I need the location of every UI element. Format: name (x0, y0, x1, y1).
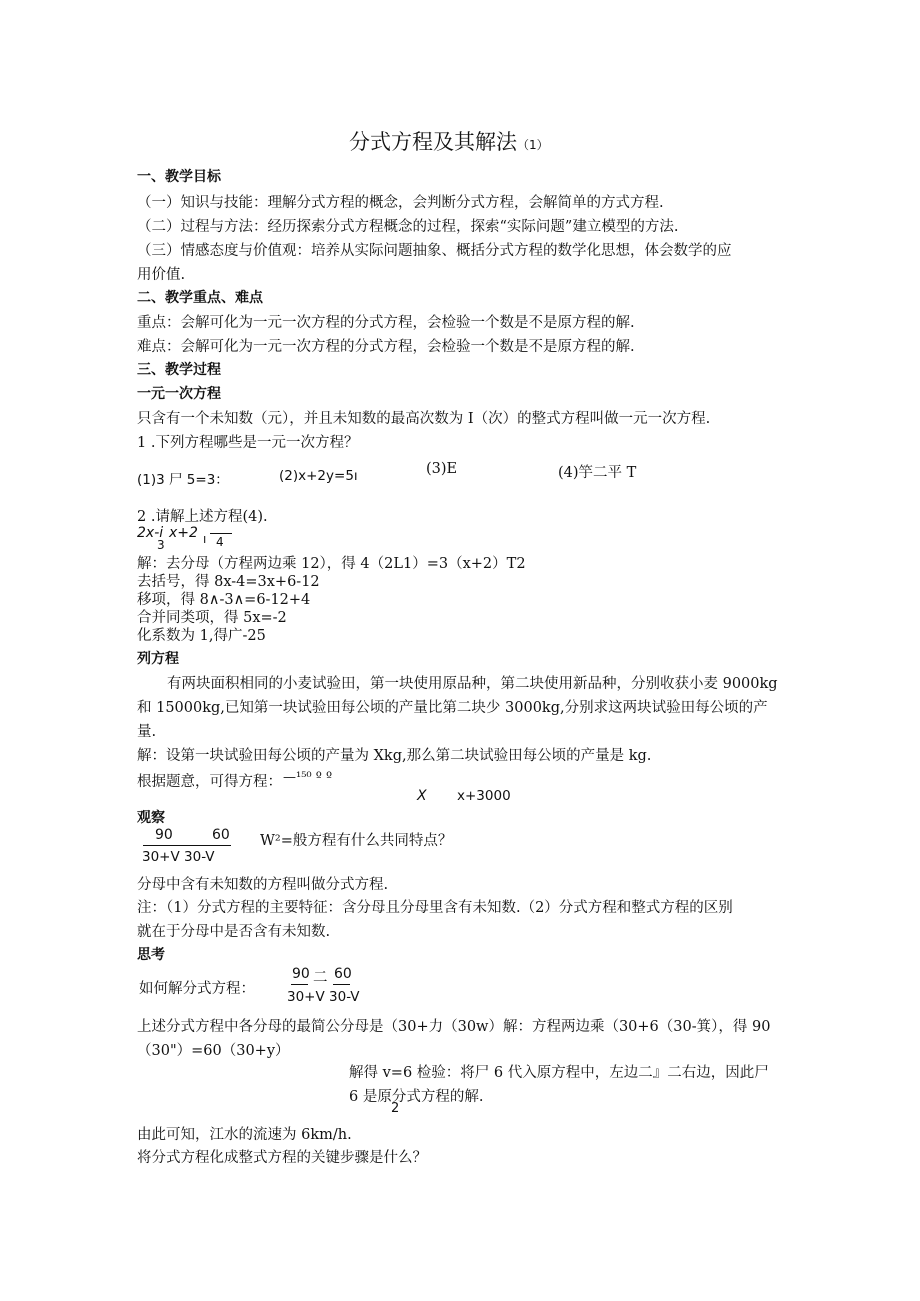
eq-three: 3 (157, 538, 165, 552)
page-title (349, 126, 549, 156)
think-line-1: 上述分式方程中各分母的最简公分母是（30+力（30w）解：方程两边乘（30+6（30-箕），得 90 (137, 1019, 771, 1035)
eq-sub: ı (203, 532, 207, 546)
think-heading: 思考 (137, 947, 165, 963)
think-eqsign: 二 (313, 970, 328, 986)
solve-step-2: 去括号，得 8x-4=3x+6-12 (137, 574, 320, 590)
think-final-question: 将分式方程化成整式方程的关键步骤是什么？ (137, 1150, 427, 1166)
think-line-2: （30"）=60（30+y） (137, 1043, 290, 1059)
question-2: 2 .请解上述方程(4). (137, 509, 268, 525)
option-1: (1)3 尸 5=3： (137, 472, 229, 488)
solve-step-4: 合并同类项，得 5x=-2 (137, 610, 287, 626)
option-3: (3)E (426, 461, 458, 477)
observe-num-90: 90 (155, 827, 173, 843)
think-denominators: 30+V 30-V (287, 989, 360, 1005)
title-sub: （1） (517, 138, 549, 152)
equation-heading: 列方程 (137, 651, 179, 667)
think-line-3: 解得 v=6 检验：将尸 6 代入原方程中，左边二』二右边，因此尸 (349, 1065, 769, 1081)
think-num-90: 90 (292, 966, 310, 982)
equation-para-1: 有两块面积相同的小麦试验田，第一块使用原品种，第二块使用新品种，分别收获小麦 9000kg (167, 676, 778, 692)
observe-note-2: 就在于分母中是否含有未知数. (137, 924, 331, 940)
observe-heading: 观察 (137, 810, 165, 826)
goal-item-2: （二）过程与方法：经历探索分式方程概念的过程，探索“实际问题”建立模型的方法. (137, 219, 679, 235)
linear-definition: 只含有一个未知数（元），并且未知数的最高次数为 I（次）的整式方程叫做一元一次方程. (137, 411, 711, 427)
goal-item-1: （一）知识与技能：理解分式方程的概念，会判断分式方程，会解简单的方式方程. (137, 195, 664, 211)
key-important: 重点：会解可化为一元一次方程的分式方程，会检验一个数是不是原方程的解. (137, 315, 635, 331)
eq-top: 2x-i (137, 525, 164, 541)
eq-four: 4 (216, 535, 224, 549)
goals-heading: 一、教学目标 (137, 169, 221, 185)
eq-fraction-line (210, 533, 232, 534)
key-difficult: 难点：会解可化为一元一次方程的分式方程，会检验一个数是不是原方程的解. (137, 339, 635, 355)
goal-item-3: （三）情感态度与价值观：培养从实际问题抽象、概括分式方程的数学化思想，体会数学的应 (137, 243, 732, 259)
keys-heading: 二、教学重点、难点 (137, 290, 263, 306)
eq-mid: x+2 (169, 525, 198, 541)
solve-step-3: 移项，得 8∧-3∧=6-12+4 (137, 592, 311, 608)
think-ask: 如何解分式方程： (139, 981, 255, 997)
equation-para-3: 量. (137, 724, 157, 740)
question-1: 1 .下列方程哪些是一元一次方程？ (137, 435, 359, 451)
observe-question: W²=般方程有什么共同特点？ (260, 833, 453, 849)
linear-heading: 一元一次方程 (137, 386, 221, 402)
equation-para-2: 和 15000kg,已知第一块试验田每公顷的产量比第二块少 3000kg,分别求这两块试验田每公顷的产 (137, 700, 768, 716)
equation-den-x3000: x+3000 (457, 788, 511, 804)
think-line-90 (291, 984, 308, 985)
observe-note-1: 注：（1）分式方程的主要特征：含分母且分母里含有未知数.（2）分式方程和整式方程的区别 (137, 900, 733, 916)
observe-denominators: 30+V 30-V (142, 849, 215, 865)
equation-solve: 解：设第一块试验田每公顷的产量为 Xkg,那么第二块试验田每公顷的产量是 kg. (137, 748, 652, 764)
goal-item-4: 用价值. (137, 267, 186, 283)
option-4: (4)竽二平 T (558, 465, 637, 481)
think-conclusion: 由此可知，江水的流速为 6km/h. (137, 1127, 352, 1143)
title-main: 分式方程及其解法 (349, 130, 517, 154)
think-line-4: 6 是原分式方程的解. (349, 1089, 484, 1105)
think-two: 2 (391, 1101, 400, 1116)
solve-step-1: 解：去分母（方程两边乘 12），得 4（2L1）=3（x+2）T2 (137, 556, 526, 572)
think-line-60 (333, 984, 350, 985)
option-2: (2)x+2y=5ı (279, 468, 358, 484)
equation-given: 根据题意，可得方程： (137, 774, 282, 790)
process-heading: 三、教学过程 (137, 362, 221, 378)
equation-den-x: X (417, 788, 427, 804)
equation-frac-top: —¹⁵⁰ º º (283, 770, 333, 785)
observe-fraction-line (143, 845, 231, 846)
observe-num-60: 60 (212, 827, 230, 843)
solve-step-5: 化系数为 1,得广-25 (137, 628, 266, 644)
think-num-60: 60 (334, 966, 352, 982)
fractional-definition: 分母中含有未知数的方程叫做分式方程. (137, 877, 389, 893)
